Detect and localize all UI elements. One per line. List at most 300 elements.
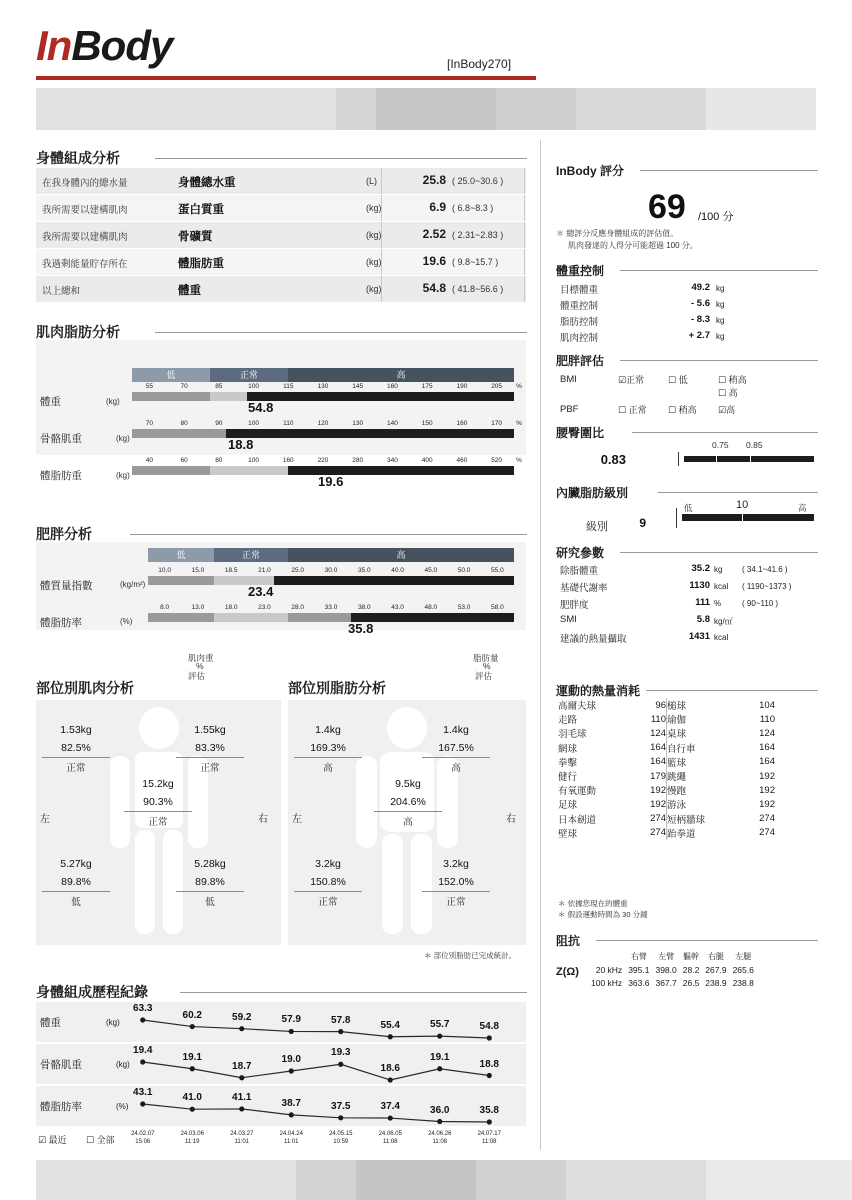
axis-tick: 53.0 [457, 604, 471, 611]
wc-unit-0: kg [716, 284, 725, 293]
exercise-name: 走路 [558, 715, 578, 727]
score-value: 69 [648, 188, 686, 226]
wc-label-0: 目標體重 [560, 285, 599, 296]
wc-unit-3: kg [716, 332, 725, 341]
ob-row-name-pbf: 體脂肪率 [40, 617, 82, 629]
axis-tick: 40 [145, 457, 153, 464]
impedance-row [588, 963, 757, 976]
row-range: ( 9.8~15.7 ) [452, 257, 499, 267]
table-row [36, 222, 526, 249]
seg-fat-arm-left-pct: 169.3% [310, 742, 346, 754]
research-range: ( 90~110 ) [742, 599, 779, 608]
exercise-row [558, 726, 775, 740]
exercise-name: 游泳 [667, 797, 742, 811]
seg-muscle-trunk-kg: 15.2kg [142, 778, 174, 790]
exercise-value: 124 [650, 727, 666, 739]
visceral-high-label: 高 [798, 503, 807, 513]
grade-header-normal: 正常 [210, 368, 288, 382]
ob-row-name-bmi: 體質量指數 [40, 580, 93, 592]
ob-value-bmi: 23.4 [248, 584, 274, 599]
history-value: 37.4 [380, 1101, 400, 1113]
exercise-value: 164 [650, 756, 666, 768]
seg-fat-leg-left-kg: 3.2kg [315, 858, 341, 870]
wc-label-3: 肌肉控制 [560, 333, 599, 344]
history-value: 19.3 [331, 1047, 351, 1059]
exercise-name: 有氧運動 [558, 786, 597, 798]
impedance-value: 238.8 [732, 977, 754, 988]
history-line-chart [118, 1044, 514, 1084]
axis-tick: 100 [248, 457, 259, 464]
history-value: 36.0 [430, 1104, 450, 1116]
impedance-value: 363.6 [628, 977, 650, 988]
exercise-value: 164 [759, 742, 775, 754]
history-date: 24.05.15 10:59 [329, 1131, 353, 1145]
exercise-value: 274 [759, 813, 775, 825]
exercise-row [558, 769, 775, 783]
seg-fat-legend-1: % [483, 661, 491, 671]
history-value: 55.7 [430, 1019, 450, 1031]
row-name: 體脂肪重 [178, 258, 224, 270]
mf-bar-smm-fill [132, 429, 226, 438]
seg-fat-leg-right-kg: 3.2kg [443, 858, 469, 870]
axis-tick: 145 [352, 383, 364, 390]
row-value: 6.9 [429, 200, 446, 214]
seg-muscle-leg-right-kg: 5.28kg [194, 858, 226, 870]
exercise-value: 274 [759, 827, 775, 839]
seg-muscle-leg-left-eval: 低 [71, 897, 81, 908]
seg-fat-arm-left-eval: 高 [323, 763, 333, 774]
axis-tick: 80 [180, 420, 188, 427]
row-unit: (kg) [366, 284, 382, 294]
axis-tick: 58.0 [491, 604, 504, 611]
impedance-value: 267.9 [705, 964, 727, 975]
row-unit: (kg) [366, 230, 382, 240]
impedance-frequency: 20 kHz [595, 964, 623, 975]
exercise-name: 足球 [558, 800, 578, 812]
axis-tick: 220 [317, 457, 329, 464]
seg-fat-trunk-kg: 9.5kg [395, 778, 421, 790]
axis-tick: 90 [215, 420, 223, 427]
bmi-option-normal-label: 正常 [626, 375, 645, 385]
seg-fat-right-label: 右 [506, 814, 516, 825]
history-toggle-all[interactable]: ☐ 全部 [86, 1135, 115, 1145]
impedance-row [588, 976, 757, 989]
history-toggle-recent[interactable]: ☑ 最近 [38, 1135, 67, 1145]
history-value: 38.7 [281, 1097, 301, 1109]
impedance-value: 367.7 [655, 977, 677, 988]
obesity-grade-high: 高 [288, 548, 514, 562]
exercise-value: 164 [650, 742, 666, 754]
section-title-impedance: 阻抗 [556, 934, 581, 948]
section-title-whr: 腰臀圍比 [556, 426, 605, 440]
history-value: 18.7 [232, 1060, 252, 1072]
seg-fat-arm-right-kg: 1.4kg [443, 724, 469, 736]
history-value: 35.8 [479, 1105, 499, 1116]
table-row [36, 276, 526, 303]
body-composition-table [36, 168, 526, 303]
research-label: 除脂體重 [560, 566, 599, 577]
history-value: 19.4 [133, 1045, 153, 1056]
axis-tick: 45.0 [424, 567, 438, 574]
research-unit: kg [714, 565, 723, 574]
axis-tick: 18.0 [224, 604, 238, 611]
row-unit: (kg) [366, 257, 382, 267]
axis-tick: 120 [317, 420, 329, 427]
brand-logo [36, 22, 172, 70]
research-unit: % [714, 599, 722, 608]
axis-tick: 70 [145, 420, 153, 427]
row-name: 體重 [178, 285, 201, 297]
history-value: 41.0 [182, 1092, 202, 1104]
row-name: 骨礦質 [178, 231, 213, 243]
seg-fat-arm-right-eval: 高 [451, 763, 461, 774]
exercise-value: 104 [759, 699, 775, 711]
history-date: 24.06.05 11:08 [378, 1131, 402, 1145]
exercise-name: 拳擊 [558, 757, 578, 769]
header-rule-thin [36, 79, 536, 80]
mf-pct-bfm: % [516, 457, 522, 464]
exercise-value: 192 [759, 798, 775, 810]
seg-fat-leg-right-eval: 正常 [446, 897, 466, 908]
pbf-option-high[interactable]: ☑高 [718, 405, 736, 415]
research-label: 基礎代謝率 [560, 583, 608, 594]
grade-header-low: 低 [132, 368, 210, 382]
row-desc: 在我身體內的總水量 [42, 178, 128, 189]
history-value: 63.3 [133, 1003, 153, 1014]
axis-tick: 460 [456, 457, 468, 464]
row-value: 25.8 [422, 173, 446, 187]
axis-tick: 160 [282, 457, 294, 464]
history-date: 24.04.24 11:01 [279, 1131, 303, 1145]
seg-muscle-right-label: 右 [258, 814, 268, 825]
exercise-name: 壁球 [558, 828, 578, 840]
mf-row-unit-bfm: (kg) [116, 471, 130, 480]
row-desc: 我所需要以建構肌肉 [42, 232, 128, 243]
exercise-name: 籃球 [667, 755, 742, 769]
axis-tick: 40.0 [391, 567, 404, 574]
wc-value-0: 49.2 [691, 282, 710, 293]
research-label: 建議的熱量攝取 [560, 634, 627, 645]
axis-tick: 140 [387, 420, 398, 427]
wc-unit-2: kg [716, 316, 725, 325]
axis-tick: 400 [421, 457, 433, 464]
impedance-value: 26.5 [682, 977, 700, 988]
impedance-column-header: 右臂 [630, 952, 647, 961]
exercise-row [558, 698, 775, 712]
section-title-history: 身體組成歷程紀錄 [36, 984, 148, 1000]
history-value: 18.8 [479, 1058, 499, 1070]
exercise-name: 網球 [558, 743, 578, 755]
ob-row-unit-bmi: (kg/m²) [120, 580, 146, 589]
research-label: SMI [560, 614, 577, 625]
row-name: 身體總水重 [178, 177, 236, 189]
history-value: 41.1 [232, 1091, 252, 1103]
exercise-name: 跆拳道 [667, 826, 742, 840]
axis-tick: 30.0 [324, 567, 338, 574]
pbf-option-normal-label: 正常 [628, 405, 647, 415]
mf-pct-smm: % [516, 420, 522, 427]
axis-tick: 50.0 [457, 567, 471, 574]
wc-value-3: + 2.7 [688, 330, 710, 341]
obesity-grade-normal: 正常 [214, 548, 288, 562]
mf-row-name-weight: 體重 [40, 396, 61, 408]
exercise-note-1: ＊ 依據您現在的體重 [558, 899, 628, 908]
history-value: 19.1 [430, 1051, 450, 1063]
row-desc: 以上總和 [42, 286, 81, 297]
wc-label-1: 體重控制 [560, 301, 599, 312]
pbf-option-slightly-high[interactable]: ☐ 稍高 [668, 405, 697, 415]
seg-muscle-arm-left-eval: 正常 [66, 763, 86, 774]
seg-muscle-legend-1: % [196, 661, 204, 671]
seg-muscle-left-label: 左 [40, 814, 50, 825]
exercise-note-2: ＊ 假設運動時間為 30 分鐘 [558, 910, 648, 919]
axis-tick: 280 [352, 457, 364, 464]
whr-value: 0.83 [600, 452, 626, 467]
exercise-value: 124 [759, 727, 775, 739]
section-title-muscle-fat: 肌肉脂肪分析 [36, 324, 120, 340]
axis-tick: 25.0 [291, 567, 305, 574]
mf-value-weight: 54.8 [248, 400, 274, 415]
seg-muscle-leg-right-pct: 89.8% [195, 876, 225, 888]
mf-bar-bfm-fill-normal [210, 466, 288, 475]
row-value: 54.8 [422, 281, 446, 295]
bmi-option-low-label: 低 [678, 375, 688, 385]
history-value: 43.1 [133, 1087, 153, 1098]
history-name-smm: 骨骼肌重 [40, 1059, 82, 1071]
axis-tick: 28.0 [291, 604, 305, 611]
section-rule-obesity [130, 534, 527, 535]
table-row [36, 195, 526, 222]
exercise-row [558, 797, 775, 811]
wc-value-2: - 8.3 [690, 314, 710, 325]
axis-tick: 35.0 [357, 567, 371, 574]
visceral-value: 9 [639, 516, 646, 530]
axis-tick: 160 [456, 420, 468, 427]
research-value: 1130 [689, 580, 710, 591]
seg-muscle-leg-left-pct: 89.8% [61, 876, 91, 888]
research-unit: kcal [714, 633, 729, 642]
exercise-value: 179 [650, 770, 666, 782]
impedance-value: 238.9 [705, 977, 727, 988]
wc-value-1: - 5.6 [690, 298, 710, 309]
history-line-chart [118, 1002, 514, 1042]
bmi-option-high-label: 高 [728, 388, 738, 398]
bmi-option-slightly-high[interactable]: ☐ 稍高 [718, 375, 747, 385]
mf-row-unit-smm: (kg) [116, 434, 130, 443]
grade-header-high: 高 [288, 368, 514, 382]
score-note-1: ＊ 總評分反應身體組成的評估值。 [556, 229, 679, 238]
history-value: 59.2 [232, 1011, 252, 1023]
history-line-chart [118, 1086, 514, 1126]
exercise-name: 跳繩 [667, 769, 742, 783]
axis-tick: 8.0 [160, 604, 170, 611]
seg-fat-legend-2: 評估 [475, 671, 493, 681]
row-value: 19.6 [422, 254, 446, 268]
exercise-name: 自行車 [667, 741, 742, 755]
impedance-column-header: 軀幹 [683, 952, 700, 961]
row-name: 蛋白質重 [178, 204, 224, 216]
exercise-row [558, 783, 775, 797]
impedance-table [588, 950, 757, 989]
history-name-pbf: 體脂肪率 [40, 1101, 82, 1113]
axis-tick: 10.0 [158, 567, 171, 574]
history-unit-weight: (kg) [106, 1018, 120, 1027]
row-unit: (L) [366, 176, 377, 186]
exercise-value: 164 [759, 756, 775, 768]
section-title-segmental-fat: 部位別脂肪分析 [288, 680, 386, 696]
axis-tick: 190 [456, 383, 468, 390]
axis-tick: 80 [215, 457, 223, 464]
impedance-value: 395.1 [628, 964, 650, 975]
section-rule-muscle-fat [155, 332, 527, 333]
bmi-option-high[interactable]: ☐ 高 [718, 388, 738, 398]
seg-fat-leg-left-eval: 正常 [318, 897, 338, 908]
row-range: ( 6.8~8.3 ) [452, 203, 494, 213]
visceral-mid-label: 10 [736, 499, 749, 511]
section-title-score: InBody 評分 [556, 164, 624, 178]
exercise-name: 瑜伽 [667, 712, 742, 726]
history-value: 37.5 [331, 1100, 351, 1112]
section-title-research: 研究參數 [556, 546, 605, 560]
visceral-low-label: 低 [684, 503, 693, 513]
axis-tick: 170 [491, 420, 503, 427]
pbf-option-normal[interactable]: ☐ 正常 [618, 405, 647, 415]
axis-tick: 340 [387, 457, 398, 464]
seg-muscle-trunk-pct: 90.3% [143, 796, 173, 808]
axis-tick: 18.5 [224, 567, 238, 574]
exercise-value: 192 [759, 770, 775, 782]
whr-tick-1: 0.85 [746, 440, 763, 450]
axis-tick: 23.0 [258, 604, 271, 611]
seg-muscle-leg-right-eval: 低 [205, 897, 215, 908]
exercise-value: 192 [650, 798, 666, 810]
history-value: 57.8 [331, 1014, 351, 1026]
axis-tick: 150 [421, 420, 433, 427]
exercise-row [558, 712, 775, 726]
exercise-row [558, 755, 775, 769]
obesity-eval-bmi-label: BMI [560, 374, 577, 385]
section-rule-body-composition [155, 158, 527, 159]
history-unit-smm: (kg) [116, 1060, 130, 1069]
obesity-eval-pbf-label: PBF [560, 404, 579, 415]
exercise-name: 高爾夫球 [558, 701, 597, 713]
section-title-exercise: 運動的熱量消耗 [556, 684, 641, 698]
exercise-value: 192 [759, 784, 775, 796]
exercise-value: 110 [759, 713, 775, 725]
table-row [36, 168, 526, 195]
research-value: 1431 [688, 631, 710, 642]
impedance-value: 28.2 [682, 964, 700, 975]
axis-tick: 100 [248, 420, 259, 427]
column-divider [540, 140, 541, 1150]
exercise-row [558, 812, 775, 826]
row-range: ( 2.31~2.83 ) [452, 230, 504, 240]
history-value: 19.1 [182, 1051, 202, 1063]
brand-logo-in: In [36, 22, 72, 69]
research-label: 肥胖度 [560, 600, 589, 611]
ob-row-unit-pbf: (%) [120, 617, 133, 626]
seg-fat-trunk-pct: 204.6% [390, 796, 426, 808]
research-range: ( 1190~1373 ) [742, 582, 792, 591]
row-range: ( 41.8~56.6 ) [452, 284, 504, 294]
axis-tick: 160 [387, 383, 398, 390]
ob-bar-pbf-fill-normal [214, 613, 288, 622]
impedance-column-header: 左腿 [735, 952, 752, 961]
section-title-obesity-eval: 肥胖評估 [556, 354, 605, 368]
exercise-row [558, 826, 775, 840]
mf-value-smm: 18.8 [228, 437, 254, 452]
axis-tick: 15.0 [191, 567, 205, 574]
history-value: 57.9 [281, 1014, 301, 1026]
axis-tick: 55 [145, 383, 153, 390]
section-title-weight-control: 體重控制 [556, 264, 605, 278]
axis-tick: 55.0 [491, 567, 504, 574]
bmi-option-normal[interactable]: ☑正常 [618, 375, 645, 385]
brand-logo-body: Body [71, 22, 173, 69]
axis-tick: 48.0 [424, 604, 438, 611]
exercise-name: 羽毛球 [558, 729, 587, 741]
exercise-name: 慢跑 [667, 783, 742, 797]
section-title-obesity: 肥胖分析 [36, 526, 92, 542]
exercise-name: 日本劍道 [558, 814, 597, 826]
score-note-2: 肌肉發達的人得分可能超過 100 分。 [568, 241, 698, 250]
history-toggle-recent-label: 最近 [48, 1135, 67, 1145]
axis-tick: 520 [491, 457, 503, 464]
axis-tick: 130 [317, 383, 329, 390]
research-value: 5.8 [696, 614, 710, 625]
row-desc: 我過剩能量貯存所在 [42, 259, 128, 270]
obesity-grade-low: 低 [148, 548, 214, 562]
bmi-option-low[interactable]: ☐ 低 [668, 375, 688, 385]
footer-gradient-band [0, 1160, 852, 1200]
exercise-name: 桌球 [667, 726, 742, 740]
section-title-segmental-muscle: 部位別肌肉分析 [36, 680, 134, 696]
axis-tick: 85 [215, 383, 223, 390]
mf-pct-weight: % [516, 383, 522, 390]
ob-value-pbf: 35.8 [348, 621, 374, 636]
wc-label-2: 脂肪控制 [560, 317, 599, 328]
exercise-value: 96 [655, 699, 666, 711]
research-value: 35.2 [691, 563, 710, 574]
seg-fat-arm-right-pct: 167.5% [438, 742, 474, 754]
impedance-column-header: 右腿 [707, 952, 724, 961]
pbf-option-high-label: 高 [726, 405, 736, 415]
mf-row-name-bfm: 體脂肪重 [40, 470, 82, 482]
pbf-option-slightly-high-label: 稍高 [678, 405, 697, 415]
history-value: 54.8 [479, 1021, 499, 1032]
exercise-name: 槌球 [667, 698, 742, 712]
seg-muscle-trunk-eval: 正常 [148, 817, 168, 828]
seg-fat-arm-left-kg: 1.4kg [315, 724, 341, 736]
axis-tick: 110 [283, 420, 294, 427]
axis-tick: 100 [248, 383, 259, 390]
research-unit: kg/㎡ [714, 617, 733, 626]
impedance-frequency: 100 kHz [591, 977, 623, 988]
row-desc: 我所需要以建構肌肉 [42, 205, 128, 216]
score-suffix: /100 分 [698, 211, 734, 223]
exercise-row [558, 741, 775, 755]
impedance-value: 398.0 [655, 964, 677, 975]
bmi-option-slightly-high-label: 稍高 [728, 375, 747, 385]
axis-tick: 33.0 [324, 604, 338, 611]
seg-fat-leg-left-pct: 150.8% [310, 876, 346, 888]
research-range: ( 34.1~41.6 ) [742, 565, 788, 574]
seg-muscle-arm-left-pct: 82.5% [61, 742, 91, 754]
seg-muscle-legend-0: 肌肉重 [188, 653, 214, 663]
seg-muscle-arm-left-kg: 1.53kg [60, 724, 92, 736]
axis-tick: 115 [283, 383, 294, 390]
header-gradient-band [36, 88, 816, 130]
